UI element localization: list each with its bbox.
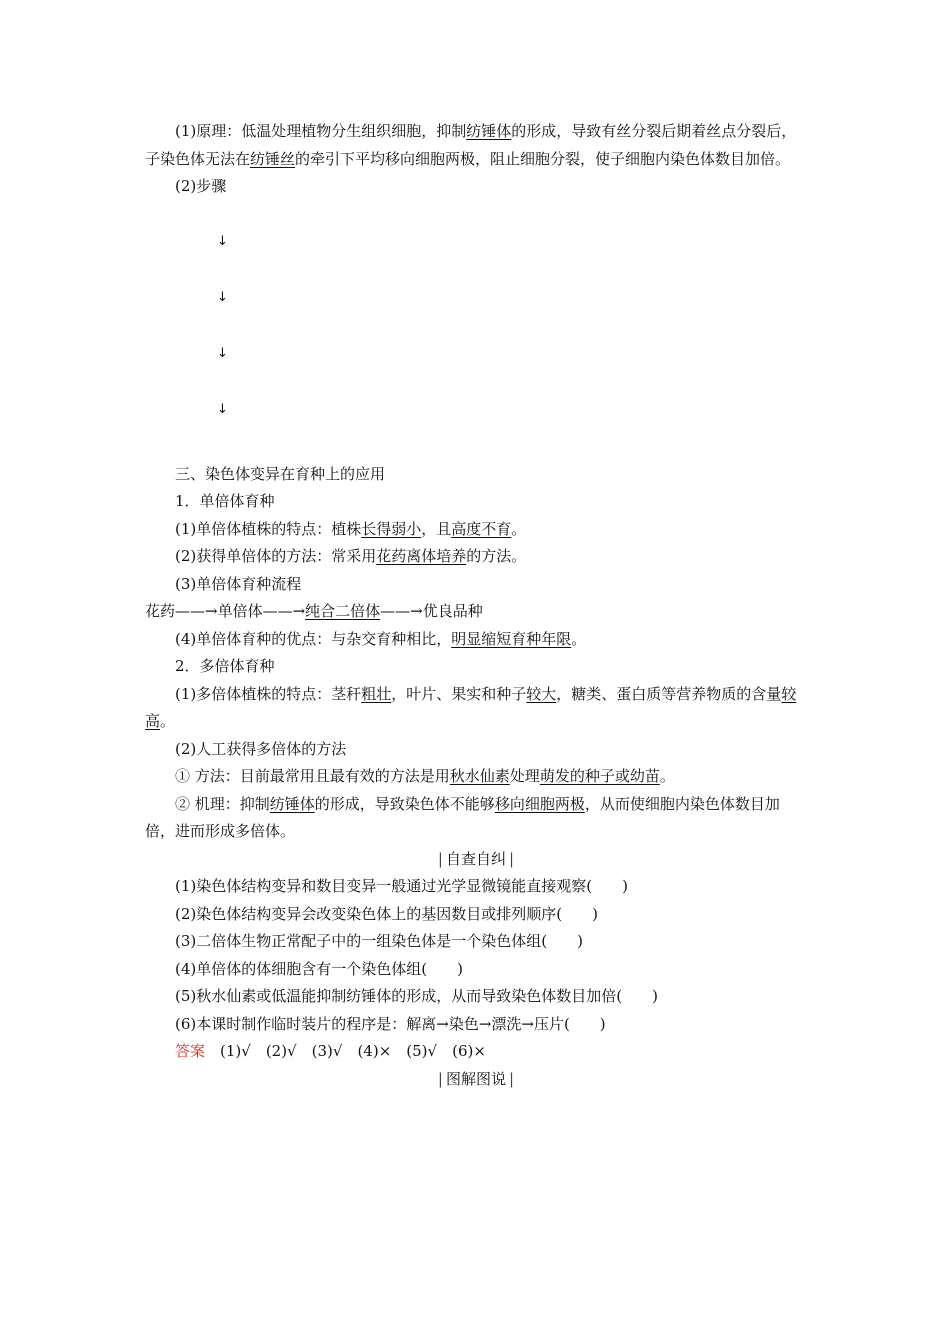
text: 。 [511, 519, 527, 538]
self-check-item: (1)染色体结构变异和数目变异一般通过光学显微镜能直接观察( ) [175, 877, 628, 895]
underlined-term: 较大 [526, 684, 557, 703]
haploid-flow [145, 598, 807, 626]
text: (1)多倍体植株的特点：茎秆 [175, 684, 362, 703]
underlined-term: 纺锤丝 [250, 149, 296, 168]
self-check-item: (6)本课时制作临时装片的程序是：解离→染色→漂洗→压片( ) [175, 1014, 606, 1033]
text: ② 机理：抑制 [175, 794, 270, 813]
steps-label: (2)步骤 [175, 177, 227, 195]
text: ，糖类、蛋白质等营养物质的含量 [556, 684, 782, 703]
answer: (3)√ [311, 1042, 343, 1060]
underlined-term: 纺锤体 [269, 794, 315, 813]
heading-text: 图解图说 [445, 1069, 506, 1088]
underlined-term: 移向细胞两极 [494, 794, 585, 813]
down-arrow-icon: ↓ [217, 401, 228, 417]
text: 处理 [509, 767, 540, 785]
section-title: 三、染色体变异在育种上的应用 [175, 464, 386, 483]
self-check-item: (4)单倍体的体细胞含有一个染色体组( ) [175, 959, 463, 978]
answer: (1)√ [220, 1042, 251, 1060]
text: ，从而使细胞内染色体数目加倍，进而形成多倍体。 [145, 794, 780, 840]
self-check-item: (5)秋水仙素或低温能抑制纺锤体的形成，从而导致染色体数目加倍( ) [175, 987, 658, 1005]
subsection-heading-haploid: 1．单倍体育种 [175, 492, 275, 510]
polyploid-mechanism [145, 791, 807, 846]
principle-paragraph [145, 118, 807, 173]
subsection-heading-polyploid: 2．多倍体育种 [175, 657, 275, 675]
diagram-heading [145, 1066, 807, 1094]
answer: (5)√ [406, 1042, 438, 1060]
haploid-process-label: (3)单倍体育种流程 [175, 574, 302, 593]
answer: (2)√ [265, 1042, 297, 1060]
text: ① 方法：目前最常用且最有效的方法是用 [175, 767, 450, 785]
divider-bar: | [437, 849, 443, 868]
text: (1)单倍体植株的特点：植株 [175, 519, 362, 538]
haploid-method [145, 543, 807, 571]
divider-bar: | [509, 849, 515, 868]
text: 的牵引下平均移向细胞两极，阻止细胞分裂，使子细胞内染色体数目加倍。 [295, 149, 791, 168]
underlined-term: 萌发的种子或幼苗 [539, 767, 660, 785]
underlined-term: 纺锤体 [466, 122, 512, 140]
underlined-term: 长得弱小 [361, 519, 422, 538]
underlined-term: 明显缩短育种年限 [451, 629, 572, 648]
text: 。 [160, 712, 176, 730]
polyploid-method [145, 763, 807, 791]
text: (2)获得单倍体的方法：常采用 [175, 547, 377, 565]
underlined-term: 粗壮 [361, 684, 392, 703]
down-arrow-icon: ↓ [217, 233, 228, 249]
answer: (6)× [452, 1042, 486, 1060]
text: 花药——→单倍体——→ [145, 602, 306, 620]
underlined-term: 较高 [145, 684, 797, 730]
self-check-item: (3)二倍体生物正常配子中的一组染色体是一个染色体组( ) [175, 932, 583, 950]
steps-flow [145, 201, 807, 461]
answer: (4)× [357, 1042, 392, 1060]
text: ——→优良品种 [380, 602, 483, 620]
document-page [145, 118, 807, 1093]
text: 。 [571, 629, 587, 648]
text: (1)原理：低温处理植物分生组织细胞，抑制 [175, 122, 467, 140]
text: 的形成，导致有丝分裂后期着丝点分裂后，子染色体无法在 [145, 122, 797, 168]
down-arrow-icon: ↓ [217, 345, 228, 361]
answer-label: 答案 [175, 1042, 206, 1060]
text: 。 [659, 767, 675, 785]
self-check-item: (2)染色体结构变异会改变染色体上的基因数目或排列顺序( ) [175, 904, 598, 923]
underlined-term: 纯合二倍体 [305, 602, 381, 620]
down-arrow-icon: ↓ [217, 289, 228, 305]
self-check-heading [145, 846, 807, 874]
text: 的方法。 [466, 547, 527, 565]
answers-line [145, 1038, 807, 1066]
divider-bar: | [509, 1069, 515, 1088]
polyploid-method-label: (2)人工获得多倍体的方法 [175, 739, 347, 758]
haploid-advantage [145, 626, 807, 654]
text: ，叶片、果实和种子 [391, 684, 527, 703]
divider-bar: | [437, 1069, 443, 1088]
text: ，且 [421, 519, 452, 538]
polyploid-features [145, 681, 807, 736]
underlined-term: 高度不育 [451, 519, 512, 538]
text: (4)单倍体育种的优点：与杂交育种相比， [175, 629, 452, 648]
text: 的形成，导致染色体不能够 [314, 794, 495, 813]
haploid-features [145, 516, 807, 544]
heading-text: 自查自纠 [445, 849, 506, 868]
underlined-term: 秋水仙素 [449, 767, 510, 785]
underlined-term: 花药离体培养 [376, 547, 467, 565]
